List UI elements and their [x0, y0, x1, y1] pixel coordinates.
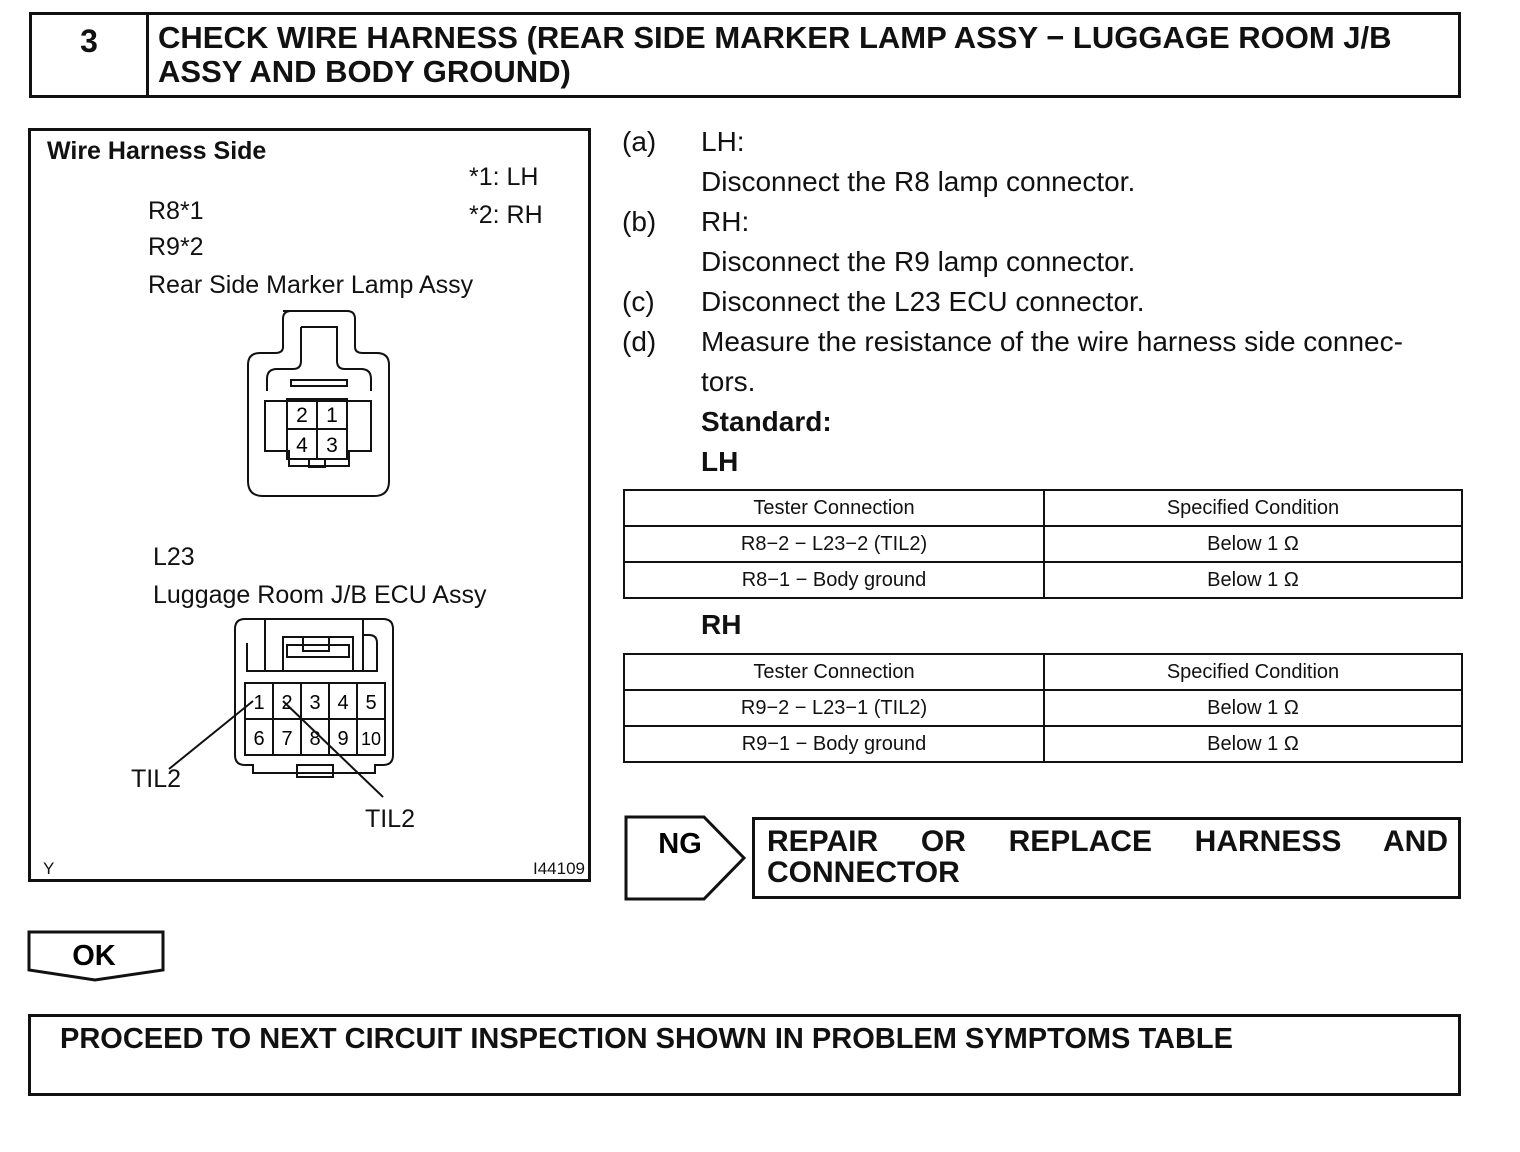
connector-l23-code: L23: [153, 543, 195, 571]
ng-action-text: REPAIR OR REPLACE HARNESS AND CONNECTOR: [767, 825, 1448, 889]
step-header: [29, 12, 1461, 98]
table-row: [624, 562, 1462, 598]
step-a-letter: (a): [622, 126, 657, 157]
ng-label: NG: [658, 828, 702, 860]
lamp-pin-1: 1: [326, 404, 338, 427]
connector-r9-code: R9*2: [148, 233, 204, 261]
figure-corner-left: Y: [43, 859, 55, 878]
til2-leader-lines: [31, 131, 591, 881]
table-cell: R8−1 − Body ground: [624, 562, 1044, 598]
figure-title: Wire Harness Side: [47, 137, 267, 165]
ecu-pin-3: 3: [309, 692, 321, 714]
step-a-line1: LH:: [701, 126, 745, 157]
ecu-pin-10: 10: [360, 729, 382, 749]
ecu-pin-7: 7: [281, 728, 293, 750]
step-d-line1: Measure the resistance of the wire harness side connec-: [701, 326, 1403, 357]
step-b-letter: (b): [622, 206, 657, 237]
ok-arrow-box: [27, 930, 167, 984]
table-header: Specified Condition: [1044, 490, 1462, 526]
rh-spec-table: [623, 653, 1463, 763]
table-cell: R9−1 − Body ground: [624, 726, 1044, 762]
ecu-pin-4: 4: [337, 692, 349, 714]
connector-r8-code: R8*1: [148, 197, 204, 225]
wire-harness-figure: [28, 128, 591, 882]
table-row: [624, 690, 1462, 726]
connector-ecu-name: Luggage Room J/B ECU Assy: [153, 581, 487, 609]
table-cell: R8−2 − L23−2 (TIL2): [624, 526, 1044, 562]
ecu-pin-8: 8: [309, 728, 321, 750]
table-cell: Below 1 Ω: [1044, 690, 1462, 726]
ng-action-box: [752, 817, 1461, 899]
step-b-line1: RH:: [701, 206, 750, 237]
ecu-pin-6: 6: [253, 728, 265, 750]
table-cell: Below 1 Ω: [1044, 526, 1462, 562]
table-row: [624, 526, 1462, 562]
step-c-letter: (c): [622, 286, 655, 317]
til2-label-left: TIL2: [131, 765, 182, 793]
ecu-pin-1: 1: [253, 692, 265, 714]
ok-label: OK: [72, 940, 116, 972]
lamp-pin-3: 3: [326, 434, 338, 457]
ecu-pin-9: 9: [337, 728, 349, 750]
ng-arrow-box: [624, 815, 748, 903]
ecu-pin-5: 5: [365, 692, 377, 714]
step-d-line2: tors.: [701, 366, 756, 397]
ecu-pin-2: 2: [281, 692, 293, 714]
connector-lamp-name: Rear Side Marker Lamp Assy: [148, 271, 474, 299]
step-a-line2: Disconnect the R8 lamp connector.: [701, 166, 1136, 197]
step-number: 3: [32, 15, 149, 95]
til2-label-bottom: TIL2: [365, 805, 416, 833]
ok-action-box: [28, 1014, 1461, 1096]
lamp-pin-2: 2: [296, 404, 308, 427]
table-header: Tester Connection: [624, 654, 1044, 690]
lamp-pin-4: 4: [296, 434, 308, 457]
table-row: [624, 726, 1462, 762]
figure-note-lh: *1: LH: [469, 163, 539, 191]
figure-id: I44109: [533, 859, 585, 878]
ok-action-text: PROCEED TO NEXT CIRCUIT INSPECTION SHOWN IN PROBLEM SYMPTOMS TABLE: [60, 1023, 1233, 1055]
table-header: Tester Connection: [624, 490, 1044, 526]
figure-note-rh: *2: RH: [469, 201, 543, 229]
standard-label: Standard:: [701, 406, 832, 437]
step-b-line2: Disconnect the R9 lamp connector.: [701, 246, 1136, 277]
table-header-row: [624, 490, 1462, 526]
lh-table-label: LH: [701, 446, 739, 477]
table-header: Specified Condition: [1044, 654, 1462, 690]
table-cell: R9−2 − L23−1 (TIL2): [624, 690, 1044, 726]
step-d-letter: (d): [622, 326, 657, 357]
step-c-line1: Disconnect the L23 ECU connector.: [701, 286, 1145, 317]
table-cell: Below 1 Ω: [1044, 726, 1462, 762]
step-title: CHECK WIRE HARNESS (REAR SIDE MARKER LAMP ASSY − LUGGAGE ROOM J/B ASSY AND BODY GROUND): [158, 20, 1392, 89]
rh-table-label: RH: [701, 609, 742, 640]
table-header-row: [624, 654, 1462, 690]
table-cell: Below 1 Ω: [1044, 562, 1462, 598]
lh-spec-table: [623, 489, 1463, 599]
